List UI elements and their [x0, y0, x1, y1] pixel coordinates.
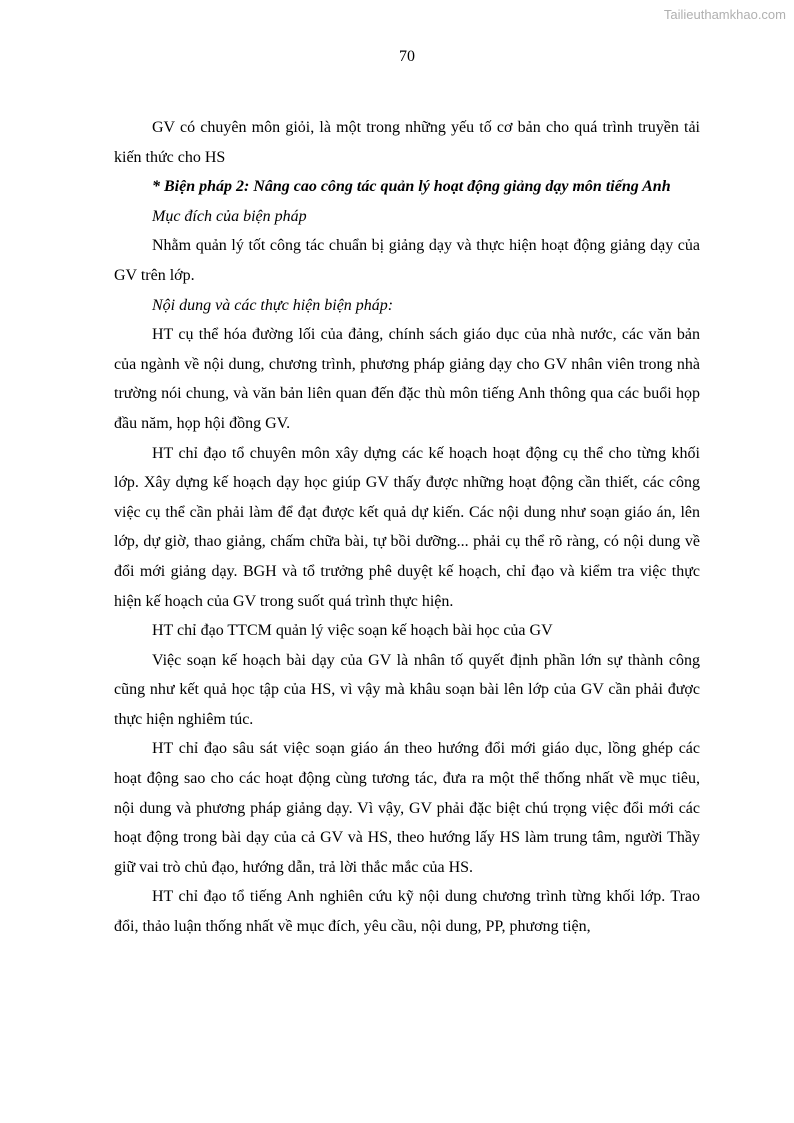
- page-number: 70: [399, 48, 415, 65]
- paragraph: Nhằm quản lý tốt công tác chuẩn bị giảng dạy và thực hiện hoạt động giảng dạy của GV trên lớp.: [114, 237, 700, 284]
- paragraph: HT chỉ đạo tổ tiếng Anh nghiên cứu kỹ nội dung chương trình từng khối lớp. Trao đổi, thảo luận thống nhất về mục đích, yêu cầu, nội dung, PP, phương tiện,: [114, 888, 700, 936]
- subheading: Mục đích của biện pháp: [152, 207, 307, 225]
- paragraph: Việc soạn kế hoạch bài dạy của GV là nhân tố quyết định phần lớn sự thành công cũng như kết quả học tập của HS, vì vậy mà khâu soạn bài lên lớp của GV cần phải được thực hiện nghiêm túc.: [114, 651, 700, 728]
- paragraph: GV có chuyên môn giỏi, là một trong những yếu tố cơ bản cho quá trình truyền tải kiến thức cho HS: [114, 119, 700, 166]
- section-heading: * Biện pháp 2: Nâng cao công tác quản lý hoạt động giảng dạy môn tiếng Anh: [152, 178, 671, 196]
- document-body: [114, 113, 700, 942]
- paragraph: HT chỉ đạo tổ chuyên môn xây dựng các kế hoạch hoạt động cụ thể cho từng khối lớp. Xây dựng kế hoạch dạy học giúp GV thấy được những hoạt động cần thiết, các công việc cụ thể cần phải làm để đạt được kết quả dự kiến. Các nội dung như soạn giáo án, lên lớp, dự giờ, thao giảng, chấm chữa bài, tự bồi dưỡng... phải cụ thể rõ ràng, có nội dung về đổi mới giảng dạy. BGH và tổ trưởng phê duyệt kế hoạch, chỉ đạo và kiểm tra việc thực hiện kế hoạch của GV trong suốt quá trình thực hiện.: [114, 444, 700, 610]
- paragraph: HT chỉ đạo TTCM quản lý việc soạn kế hoạch bài học của GV: [152, 622, 553, 640]
- watermark: Tailieuthamkhao.com: [663, 7, 786, 22]
- subheading: Nội dung và các thực hiện biện pháp:: [152, 296, 394, 314]
- paragraph: HT cụ thể hóa đường lối của đảng, chính sách giáo dục của nhà nước, các văn bản của ngành về nội dung, chương trình, phương pháp giảng dạy cho GV nhân viên trong nhà trường nói chung, và văn bản liên quan đến đặc thù môn tiếng Anh thông qua các buổi họp đầu năm, họp hội đồng GV.: [114, 326, 700, 432]
- paragraph: HT chỉ đạo sâu sát việc soạn giáo án theo hướng đổi mới giáo dục, lồng ghép các hoạt động sao cho các hoạt động cùng tương tác, đưa ra một thể thống nhất về mục tiêu, nội dung và phương pháp giảng dạy. Vì vậy, GV phải đặc biệt chú trọng việc đổi mới các hoạt động trong bài dạy của cả GV và HS, theo hướng lấy HS làm trung tâm, người Thầy giữ vai trò chủ đạo, hướng dẫn, trả lời thắc mắc của HS.: [114, 740, 700, 876]
